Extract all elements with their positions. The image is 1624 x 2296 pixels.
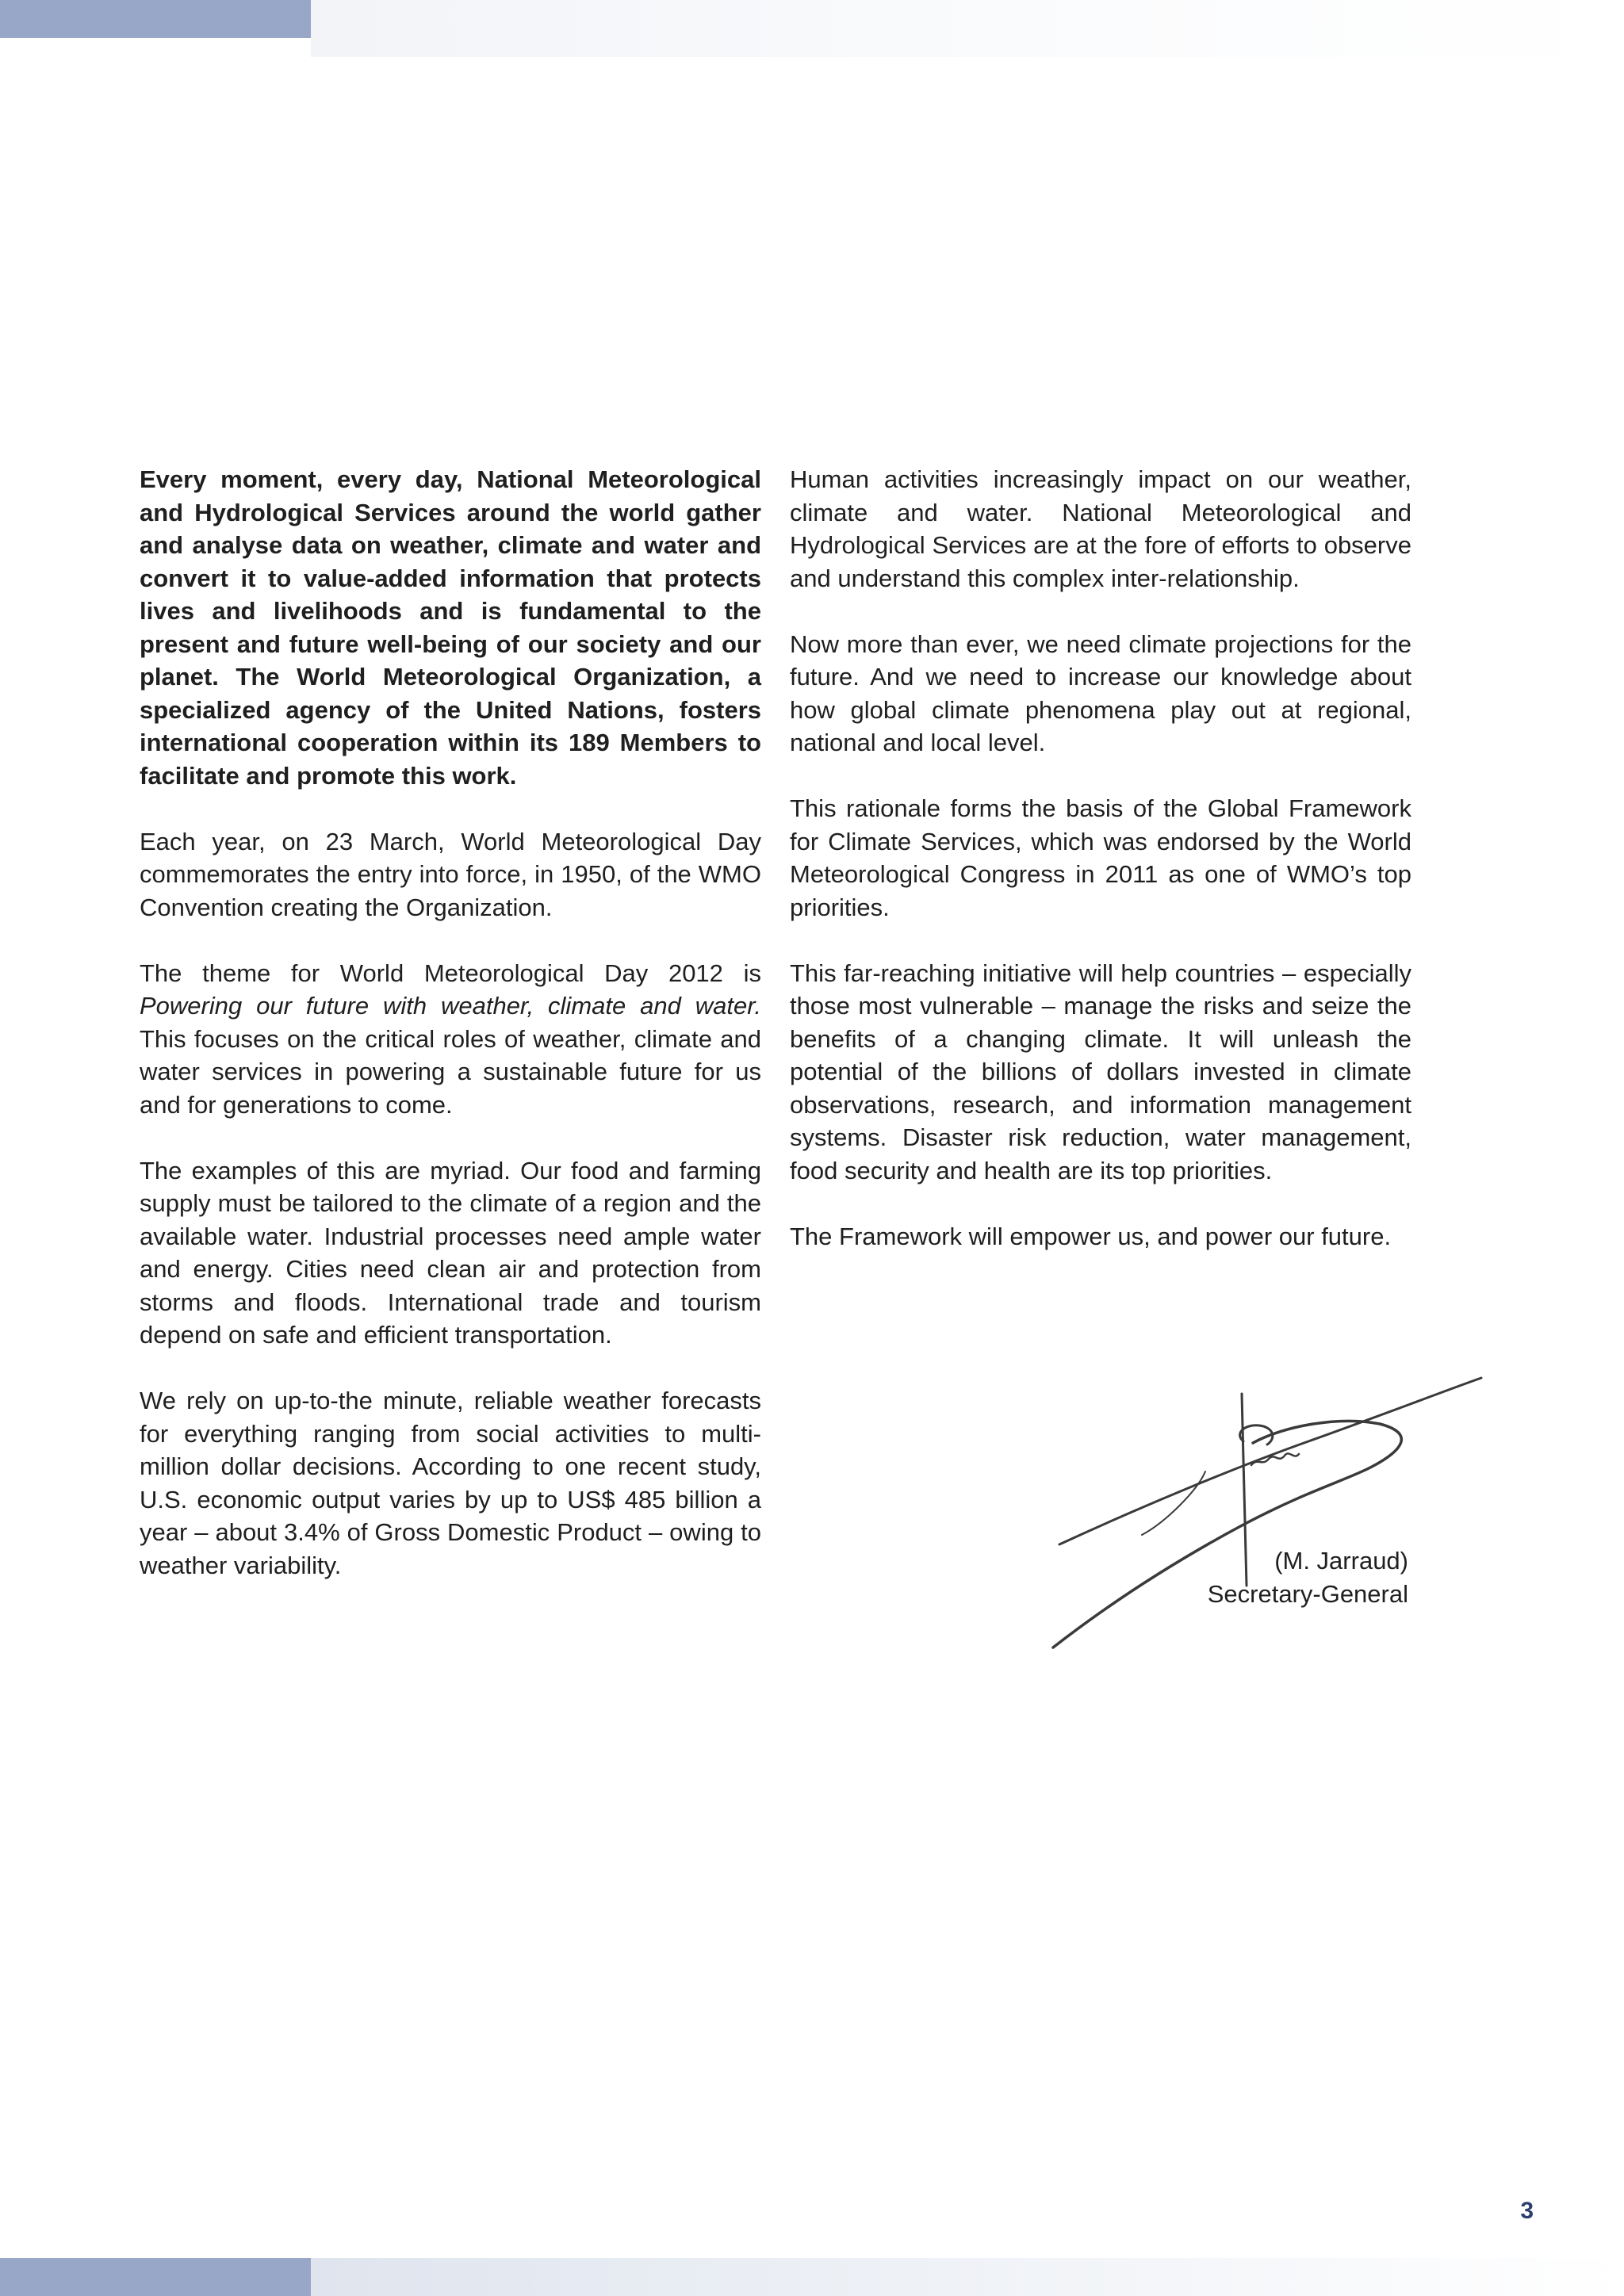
human-activities-paragraph: Human activities increasingly impact on our weather, climate and water. National Meteorological and Hydrological Services are at the fore of efforts to observe and understand this complex inter-relationship. [790,465,1411,592]
global-framework-paragraph: This rationale forms the basis of the Global Framework for Climate Services, which was endorsed by the World Meteorological Congress in 2011 as one of WMO’s top priorities. [790,794,1411,921]
theme-paragraph [140,957,761,1122]
left-column [140,463,761,1615]
right-column [790,463,1411,1286]
lead-paragraph: Every moment, every day, National Meteorological and Hydrological Services around the world gather and analyse data on weather, climate and water and convert it to value-added information that protects lives and livelihoods and is fundamental to the present and future well-being of our society and our planet. The World Meteorological Organization, a specialized agency of the United Nations, fosters international cooperation within its 189 Members to facilitate and promote this work. [140,465,761,790]
signatory-block [1012,1544,1408,1611]
top-gradient-band [311,0,1624,57]
theme-title: Powering our future with weather, climate and water. [140,992,761,1020]
top-accent-bar [0,0,311,38]
theme-suffix: This focuses on the critical roles of weather, climate and water services in powering a sustainable future for us and for generations to come. [140,1024,761,1119]
forecasts-paragraph: We rely on up-to-the minute, reliable weather forecasts for everything ranging from social activities to multi-million dollar decisions. According to one recent study, U.S. economic output varies by up to US$ 485 billion a year – about 3.4% of Gross Domestic Product – owing to weather variability. [140,1387,761,1579]
theme-prefix: The theme for World Meteorological Day 2012 is [140,959,761,987]
bottom-accent-bar [0,2258,311,2296]
initiative-paragraph: This far-reaching initiative will help countries – especially those most vulnerable – manage the risks and seize the benefits of a changing climate. It will unleash the potential of the billions of dollars invested in climate observations, research, and information management systems. Disaster risk reduction, water management, food security and health are its top priorities. [790,959,1411,1184]
signatory-title: Secretary-General [1207,1580,1408,1608]
world-meteorological-day-paragraph: Each year, on 23 March, World Meteorological Day commemorates the entry into force, in 1950, of the WMO Convention creating the Organization. [140,827,761,921]
bottom-gradient-band [311,2258,1624,2296]
examples-paragraph: The examples of this are myriad. Our food and farming supply must be tailored to the climate of a region and the available water. Industrial processes need ample water and energy. Cities need clean air and protection from storms and floods. International trade and tourism depend on safe and efficient transportation. [140,1156,761,1349]
climate-projections-paragraph: Now more than ever, we need climate projections for the future. And we need to increase our knowledge about how global climate phenomena play out at regional, national and local level. [790,629,1411,756]
page-number: 3 [1520,2198,1534,2224]
signatory-name: (M. Jarraud) [1274,1547,1408,1575]
closing-paragraph: The Framework will empower us, and power our future. [790,1222,1392,1250]
